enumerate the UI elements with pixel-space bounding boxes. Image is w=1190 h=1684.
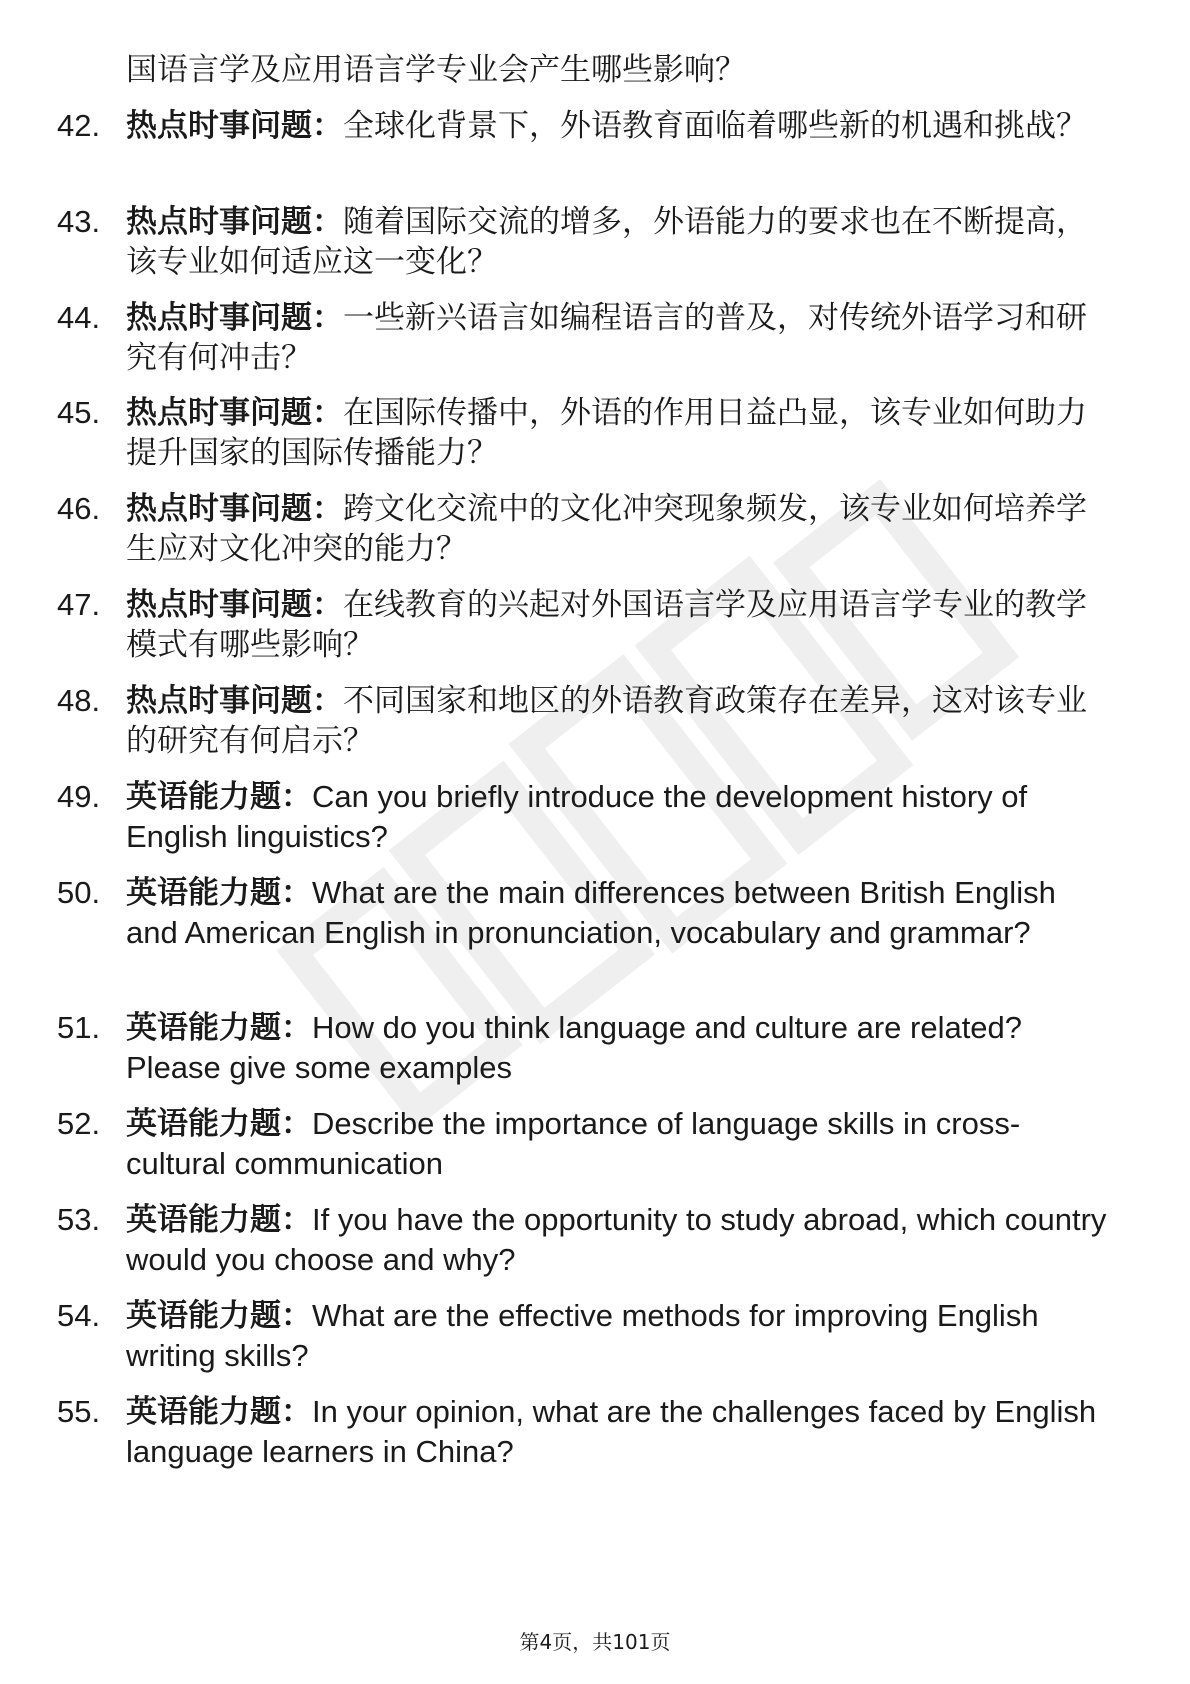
item-number: 45. xyxy=(57,395,101,430)
item-question: What are the main differences between British English and American English in pronunciation, vocabulary and grammar? xyxy=(126,875,1056,950)
item-body xyxy=(126,777,1116,857)
item-number: 49. xyxy=(57,779,101,814)
item-question: In your opinion, what are the challenges faced by English language learners in China? xyxy=(126,1394,1097,1469)
item-body xyxy=(126,681,1116,761)
item-category: 热点时事问题： xyxy=(126,587,343,623)
item-question: If you have the opportunity to study abroad, which country would you choose and why? xyxy=(126,1202,1107,1277)
item-body xyxy=(126,585,1116,665)
item-body xyxy=(126,202,1116,282)
item-category: 热点时事问题： xyxy=(126,204,343,240)
item-body xyxy=(126,1104,1116,1184)
item-question: Describe the importance of language skills in cross-cultural communication xyxy=(126,1106,1021,1181)
item-number: 43. xyxy=(57,204,101,239)
continued-question-text: 国语言学及应用语言学专业会产生哪些影响？ xyxy=(126,52,746,88)
item-question: 不同国家和地区的外语教育政策存在差异，这对该专业的研究有何启示？ xyxy=(126,683,1087,759)
item-category: 英语能力题： xyxy=(126,1298,312,1334)
item-number: 52. xyxy=(57,1106,101,1141)
item-body xyxy=(126,298,1116,378)
item-number: 53. xyxy=(57,1202,101,1237)
item-number: 47. xyxy=(57,587,101,622)
item-category: 英语能力题： xyxy=(126,1106,312,1142)
item-body xyxy=(126,106,1116,146)
item-number: 42. xyxy=(57,108,101,143)
item-category: 英语能力题： xyxy=(126,875,312,911)
item-number: 44. xyxy=(57,300,101,335)
item-category: 英语能力题： xyxy=(126,1202,312,1238)
item-category: 热点时事问题： xyxy=(126,300,343,336)
item-number: 50. xyxy=(57,875,101,910)
item-number: 48. xyxy=(57,683,101,718)
item-body xyxy=(126,393,1116,473)
item-body xyxy=(126,1296,1116,1376)
item-body xyxy=(126,873,1116,953)
item-category: 热点时事问题： xyxy=(126,491,343,527)
item-category: 英语能力题： xyxy=(126,1010,312,1046)
item-body xyxy=(126,1008,1116,1088)
page-footer: 第4页，共101页 xyxy=(519,1630,671,1654)
item-question: 全球化背景下，外语教育面临着哪些新的机遇和挑战？ xyxy=(343,108,1087,144)
item-body xyxy=(126,1200,1116,1280)
item-question: 随着国际交流的增多，外语能力的要求也在不断提高，该专业如何适应这一变化？ xyxy=(126,204,1087,280)
item-body xyxy=(126,489,1116,569)
item-question: How do you think language and culture are related? Please give some examples xyxy=(126,1010,1023,1085)
item-number: 46. xyxy=(57,491,101,526)
item-question: 在线教育的兴起对外国语言学及应用语言学专业的教学模式有哪些影响？ xyxy=(126,587,1087,663)
item-number: 51. xyxy=(57,1010,101,1045)
item-question: Can you briefly introduce the development history of English linguistics? xyxy=(126,779,1028,854)
item-number: 54. xyxy=(57,1298,101,1333)
item-category: 热点时事问题： xyxy=(126,108,343,144)
item-category: 英语能力题： xyxy=(126,1394,312,1430)
item-category: 热点时事问题： xyxy=(126,683,343,719)
item-number: 55. xyxy=(57,1394,101,1429)
item-question: 一些新兴语言如编程语言的普及，对传统外语学习和研究有何冲击？ xyxy=(126,300,1087,376)
item-body xyxy=(126,1392,1116,1472)
item-question: 跨文化交流中的文化冲突现象频发，该专业如何培养学生应对文化冲突的能力？ xyxy=(126,491,1087,567)
item-question: 在国际传播中，外语的作用日益凸显，该专业如何助力提升国家的国际传播能力？ xyxy=(126,395,1087,471)
item-question: What are the effective methods for improving English writing skills? xyxy=(126,1298,1039,1373)
item-category: 英语能力题： xyxy=(126,779,312,815)
item-category: 热点时事问题： xyxy=(126,395,343,431)
